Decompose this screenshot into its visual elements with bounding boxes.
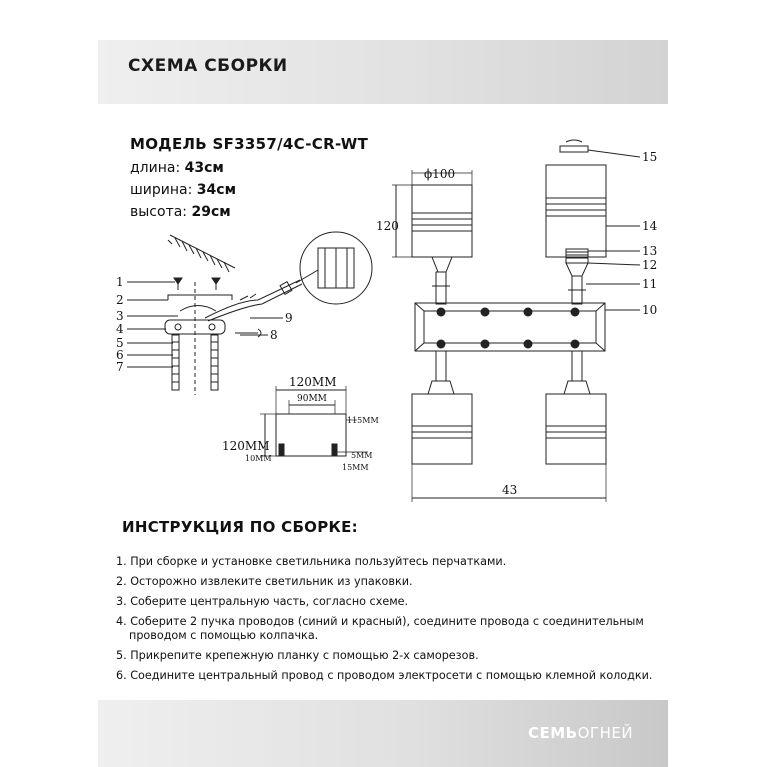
callout-3: 3 — [116, 309, 124, 323]
callout-8: 8 — [270, 328, 278, 342]
instruction-step — [116, 649, 676, 663]
dim-10mm-label: 10MM — [245, 454, 272, 463]
dim-115mm-label: 115MM — [347, 416, 379, 425]
step-number: 6. — [116, 669, 127, 682]
callout-9: 9 — [285, 311, 293, 325]
callout-1: 1 — [116, 275, 124, 289]
central-bar — [415, 303, 605, 351]
instruction-step — [116, 669, 676, 683]
spec-length-label: длина: — [130, 160, 181, 176]
shade-bottom-left — [412, 394, 472, 464]
overall-width-label: 43 — [502, 483, 518, 497]
callout-15: 15 — [642, 150, 658, 164]
callout-10: 10 — [642, 303, 658, 317]
callout-4: 4 — [116, 322, 124, 336]
spec-width-value: 34см — [196, 182, 237, 198]
arms-bottom — [428, 351, 590, 394]
step-text: Осторожно извлеките светильник из упаковки. — [130, 575, 413, 588]
mounting-bracket — [168, 295, 232, 311]
callout-12: 12 — [642, 258, 658, 272]
callout-11: 11 — [642, 277, 658, 291]
step-text: При сборке и установке светильника пользуйтесь перчатками. — [130, 555, 507, 568]
brand-logo-bold: СЕМЬ — [528, 724, 578, 742]
shade-bottom-right — [546, 394, 606, 464]
callout-5: 5 — [116, 336, 124, 350]
brand-logo — [528, 724, 633, 742]
ceiling-hatch — [168, 235, 235, 272]
plate-height-label: 120MM — [222, 439, 270, 453]
callout-7: 7 — [116, 360, 124, 374]
dim-15mm-label: 15MM — [342, 463, 369, 472]
step-number: 4. — [116, 615, 127, 628]
step-text-continuation: проводом с помощью колпачка. — [129, 629, 319, 642]
page-title: СХЕМА СБОРКИ — [128, 56, 288, 76]
screw-icon — [174, 278, 220, 290]
callout-2: 2 — [116, 293, 124, 307]
spec-height-value: 29см — [191, 204, 231, 220]
instructions-list — [116, 555, 676, 689]
step-text: Соберите 2 пучка проводов (синий и красный), соедините провода с соединительным — [130, 615, 644, 628]
terminal-block — [296, 232, 372, 304]
instruction-step — [116, 575, 676, 589]
step-text: Соедините центральный провод с проводом электросети с помощью клемной колодки. — [130, 669, 653, 682]
shade-top-right — [546, 140, 606, 276]
step-number: 1. — [116, 555, 127, 568]
instructions-title: ИНСТРУКЦИЯ ПО СБОРКЕ: — [122, 518, 358, 536]
spec-height-label: высота: — [130, 204, 188, 220]
spec-width-label: ширина: — [130, 182, 193, 198]
arms-top — [432, 272, 586, 304]
right-callout-leaders — [586, 150, 640, 310]
step-text: Прикрепите крепежную планку с помощью 2-х саморезов. — [130, 649, 479, 662]
diameter-label: ϕ100 — [424, 167, 456, 181]
step-number: 2. — [116, 575, 127, 588]
right-labels — [376, 150, 658, 497]
instruction-step — [116, 615, 676, 643]
dim-5mm-label: 5MM — [351, 451, 373, 460]
inner-width-label: 90MM — [297, 394, 327, 404]
step-number: 5. — [116, 649, 127, 662]
instruction-step — [116, 555, 676, 569]
step-text: Соберите центральную часть, согласно схеме. — [130, 595, 409, 608]
instruction-step — [116, 595, 676, 609]
brand-logo-thin: ОГНЕЙ — [577, 724, 634, 742]
callout-14: 14 — [642, 219, 658, 233]
callout-13: 13 — [642, 244, 658, 258]
spec-length-value: 43см — [184, 160, 224, 176]
plate-width-label: 120MM — [289, 375, 337, 389]
shade-height-label: 120 — [376, 219, 399, 233]
step-number: 3. — [116, 595, 127, 608]
left-callout-numbers — [116, 275, 293, 374]
model-name: МОДЕЛЬ SF3357/4C-CR-WT — [130, 135, 369, 153]
shade-top-left — [392, 170, 472, 272]
callout-6: 6 — [116, 348, 124, 362]
